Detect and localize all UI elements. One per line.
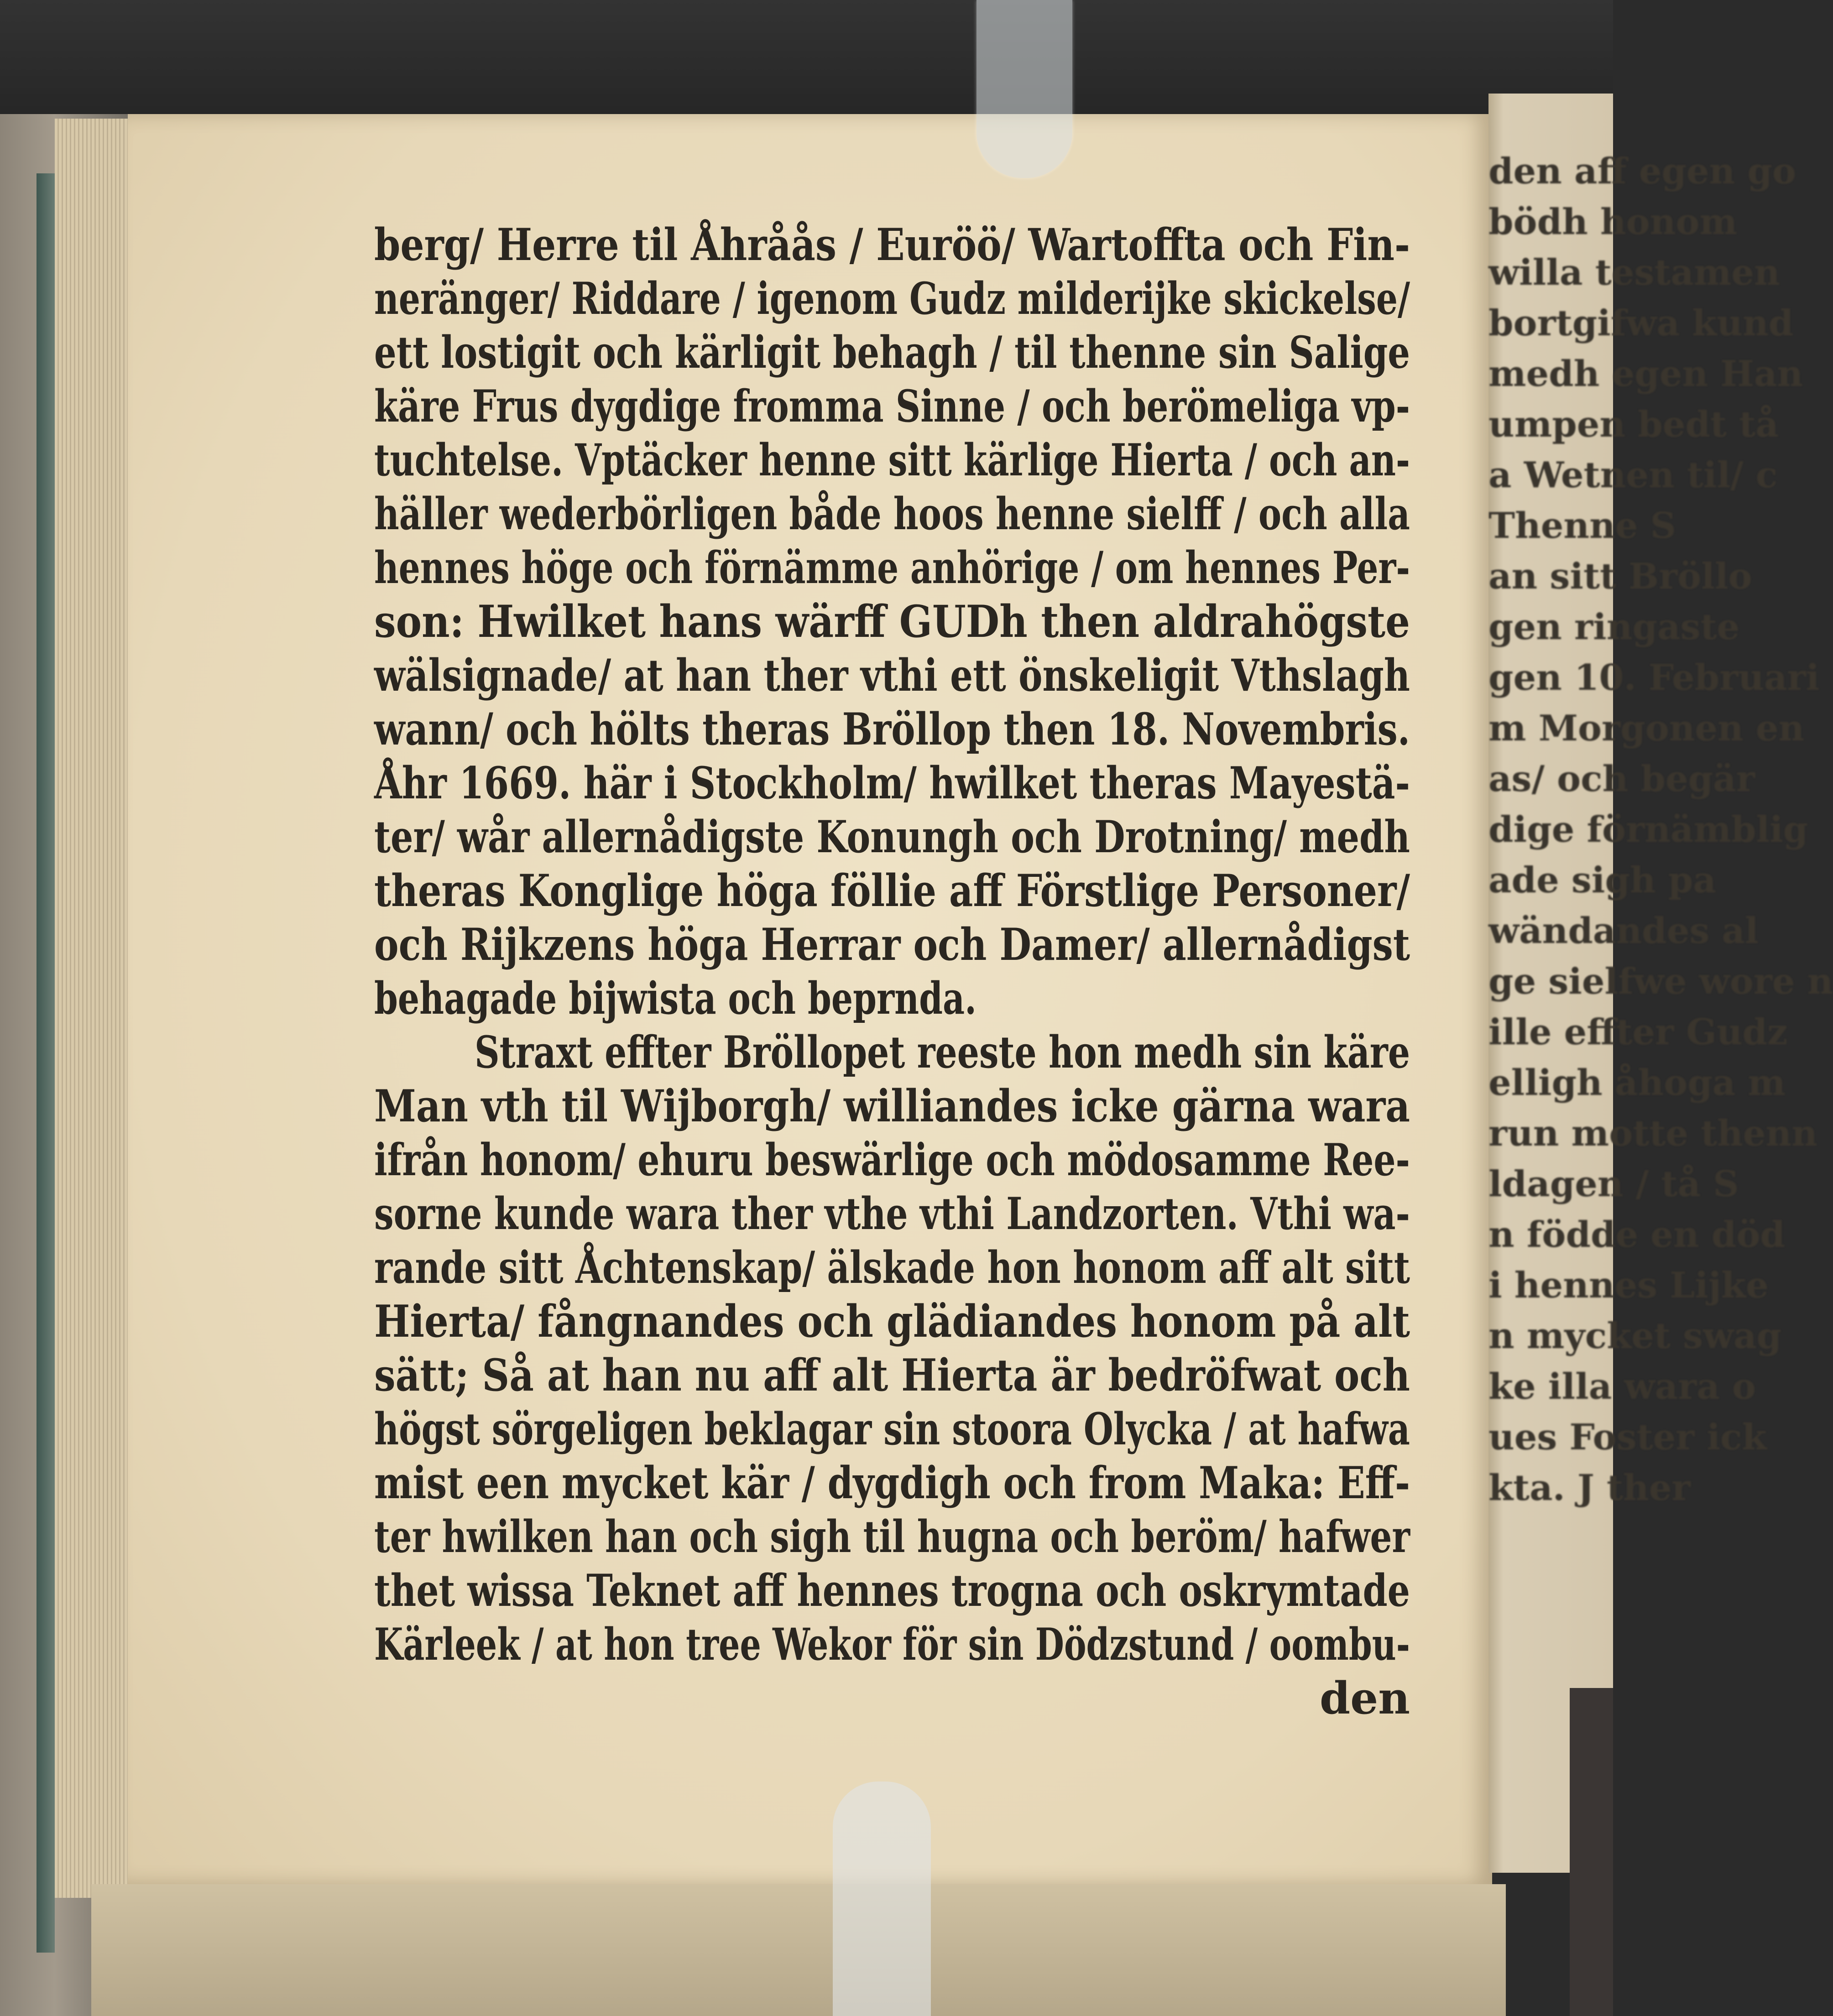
right-page-line: gen ringaste: [1488, 606, 1740, 648]
text-line: [374, 1079, 1410, 1133]
text-line-content: Åhr 1669. här i Stockholm/ hwilket theras Mayestä-: [374, 757, 1410, 809]
text-line-content: ter hwilken han och sigh til hugna och beröm/ hafwer: [374, 1511, 1410, 1563]
plastic-page-clip-bottom: [833, 1782, 931, 2016]
right-page-line: run motte thenn: [1488, 1113, 1817, 1154]
text-line-content: mist een mycket kär / dygdigh och from Maka: Eff-: [374, 1457, 1410, 1509]
text-line-content: käre Frus dygdige fromma Sinne / och berömeliga vp-: [374, 380, 1410, 432]
text-line-content: ifrån honom/ ehuru beswärlige och mödosamme Ree-: [374, 1134, 1410, 1186]
right-page-line: an sitt Bröllo: [1488, 556, 1752, 597]
right-page-line: dige förnämblig: [1488, 809, 1808, 850]
text-line-content: Kärleek / at hon tree Wekor för sin Dödzstund / oombu-: [374, 1619, 1410, 1670]
text-line-content: wälsignade/ at han ther vthi ett önskeligit Vthslagh: [374, 650, 1410, 701]
right-page-line: m Morgonen en: [1488, 708, 1805, 749]
text-line-content: tuchtelse. Vptäcker henne sitt kärlige Hierta / och an-: [374, 434, 1410, 486]
text-line: [374, 1187, 1410, 1241]
right-page-line: as/ och begär: [1488, 758, 1755, 800]
text-line: [374, 380, 1410, 433]
catchword: [374, 1672, 1410, 1725]
text-line: [374, 272, 1410, 326]
text-line: [374, 649, 1410, 703]
text-line: [374, 1618, 1410, 1672]
text-line: [374, 1026, 1410, 1079]
right-page-line: elligh åhoga m: [1488, 1062, 1786, 1104]
main-text-block: [374, 218, 1410, 1725]
dark-background: [0, 0, 1613, 119]
text-line-content: högst sörgeligen beklagar sin stoora Olycka / at hafwa: [374, 1403, 1410, 1455]
plastic-page-clip-top: [977, 0, 1072, 178]
text-line-content: ett lostigit och kärligit behagh / til thenne sin Salige: [374, 327, 1410, 378]
text-line: [374, 326, 1410, 380]
right-page-line: medh egen Han: [1488, 353, 1803, 395]
right-page-line: i hennes Lijke: [1488, 1265, 1769, 1306]
right-page-line: ldagen / tå S: [1488, 1163, 1739, 1205]
right-page-line: ke illa wara o: [1488, 1366, 1756, 1407]
right-book-shadow: [1570, 1688, 1613, 2016]
text-line-content: berg/ Herre til Åhråås / Euröö/ Wartoffta och Fin-: [374, 219, 1410, 271]
text-line: [374, 1510, 1410, 1564]
text-line-content: ter/ wår allernådigste Konungh och Drotning/ medh: [374, 811, 1410, 863]
right-page-line: n födde en död: [1488, 1214, 1785, 1255]
text-line: [374, 1295, 1410, 1349]
text-line-content: Man vth til Wijborgh/ williandes icke gärna wara: [374, 1080, 1410, 1132]
right-page-line: Thenne S: [1488, 505, 1676, 547]
text-line: [374, 972, 1410, 1026]
text-line-content: wann/ och hölts theras Bröllop then 18. Novembris.: [374, 703, 1410, 755]
text-line: [374, 218, 1410, 272]
text-line: [374, 703, 1410, 756]
right-page-line: bortgifwa kund: [1488, 302, 1794, 344]
text-line-content: behagade bijwista och beprnda.: [374, 973, 977, 1024]
text-line: [374, 433, 1410, 487]
text-line-content: rande sitt Åchtenskap/ älskade hon honom aff alt sitt: [374, 1242, 1410, 1293]
text-line: [374, 1564, 1410, 1618]
text-line: [374, 1402, 1410, 1456]
text-line-content: hennes höge och förnämme anhörige / om hennes Per-: [374, 542, 1410, 594]
right-page-line: wändandes al: [1488, 910, 1759, 952]
right-page-line: ues Foster ick: [1488, 1417, 1767, 1458]
right-page-line: umpen bedt tå: [1488, 404, 1779, 445]
right-page-line: bödh honom: [1488, 201, 1737, 243]
text-line-content: Straxt effter Bröllopet reeste hon medh sin käre: [475, 1026, 1410, 1078]
book-spine-edge: [37, 173, 55, 1953]
text-line: [374, 541, 1410, 595]
text-line: [374, 756, 1410, 810]
text-line-content: och Rijkzens höga Herrar och Damer/ allernådigst: [374, 919, 1410, 970]
text-line-content: sätt; Så at han nu aff alt Hierta är bedröfwat och: [374, 1349, 1410, 1401]
right-page-line: a Wetnen til/ c: [1488, 454, 1778, 496]
text-line-content: häller wederbörligen både hoos henne sielff / och alla: [374, 488, 1410, 540]
right-page-line: den aff egen go: [1488, 151, 1796, 192]
catchword-text: den: [1320, 1672, 1410, 1724]
right-page-line: n mycket swag: [1488, 1315, 1782, 1357]
text-line: [374, 864, 1410, 918]
right-page-line: kta. J ther: [1488, 1467, 1691, 1509]
text-line: [374, 918, 1410, 972]
right-page-text: [1488, 146, 1833, 1513]
text-line: [374, 1241, 1410, 1295]
text-line-content: theras Konglige höga föllie aff Förstlige Personer/: [374, 865, 1410, 917]
text-line-content: son: Hwilket hans wärff GUDh then aldrahögste: [374, 596, 1410, 647]
text-line-content: neränger/ Riddare / igenom Gudz milderijke skickelse/: [374, 273, 1410, 324]
right-page-line: ade sigh pa: [1488, 860, 1716, 901]
text-line: [374, 1349, 1410, 1402]
right-page-line: ille effter Gudz: [1488, 1011, 1788, 1053]
right-page-line: ge sielfwe wore n: [1488, 961, 1833, 1002]
text-line-content: Hierta/ fångnandes och glädiandes honom på alt: [374, 1296, 1410, 1347]
text-line: [374, 1133, 1410, 1187]
text-line: [374, 810, 1410, 864]
right-page-line: gen 10. Februari: [1488, 657, 1820, 698]
text-line: [374, 595, 1410, 649]
right-page-fragment: [1488, 94, 1833, 1873]
text-line-content: thet wissa Teknet aff hennes trogna och oskrymtade: [374, 1565, 1410, 1616]
right-page-line: willa testamen: [1488, 252, 1780, 293]
page-edges: [55, 119, 132, 1898]
page-bottom-edges: [91, 1884, 1506, 2016]
text-line: [374, 1456, 1410, 1510]
text-line-content: sorne kunde wara ther vthe vthi Landzorten. Vthi wa-: [374, 1188, 1410, 1240]
text-line: [374, 487, 1410, 541]
